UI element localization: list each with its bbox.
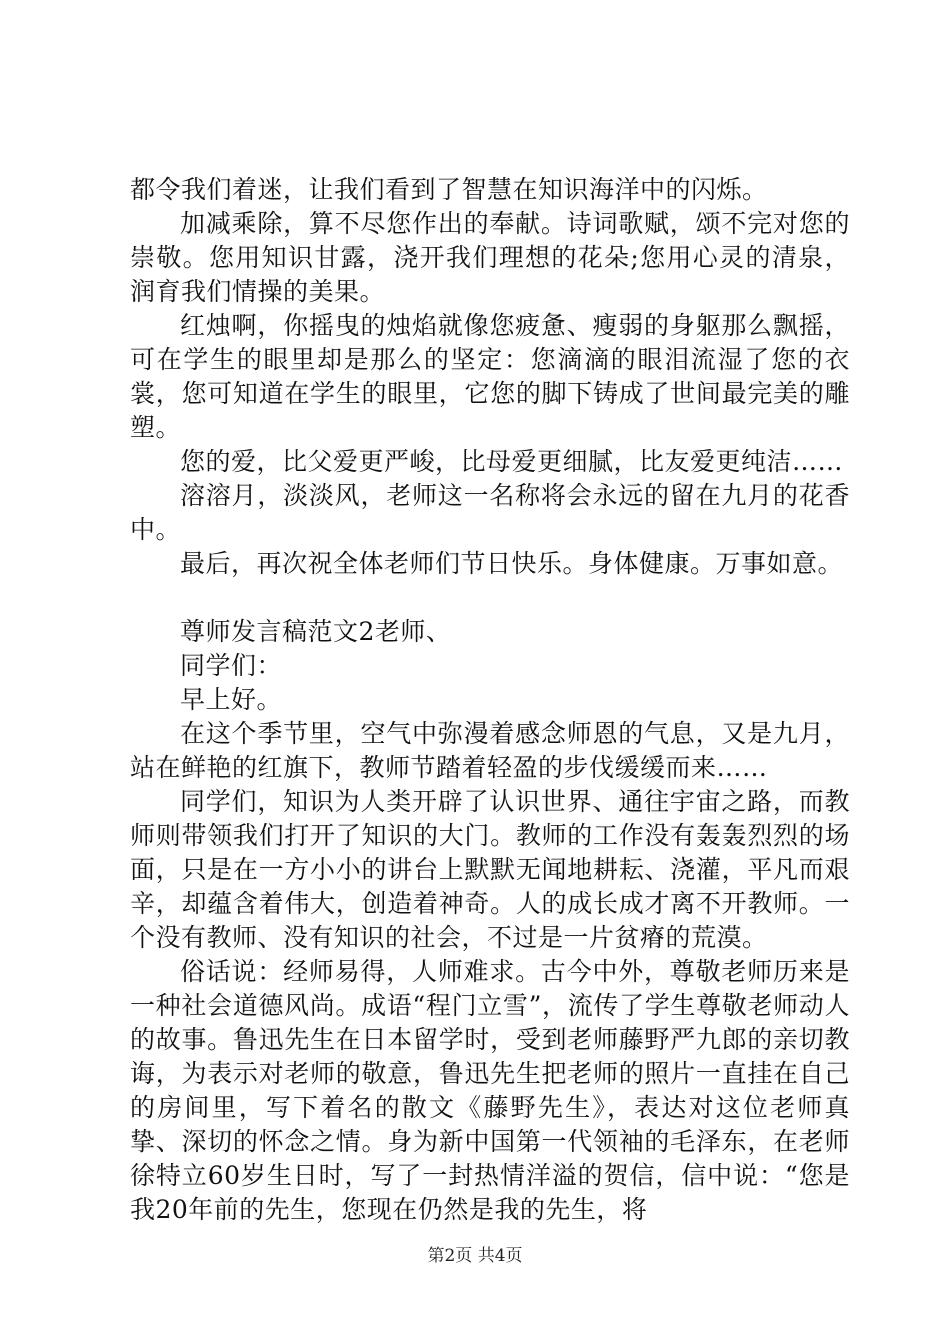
paragraph-closing-wishes: 最后，再次祝全体老师们节日快乐。身体健康。万事如意。 bbox=[180, 549, 844, 578]
paragraph-continuation: 都令我们着迷，让我们看到了智慧在知识海洋中的闪烁。 bbox=[130, 175, 768, 204]
paragraph-dedication: 加减乘除，算不尽您作出的奉献。诗词歌赋，颂不完对您的崇敬。您用知识甘露，浇开我们理想的花朵;您用心灵的清泉，润育我们情操的美果。 bbox=[130, 209, 850, 306]
paragraph-red-candle: 红烛啊，你摇曳的烛焰就像您疲惫、瘦弱的身躯那么飘摇，可在学生的眼里却是那么的坚定：您滴滴的眼泪流湿了您的衣裳，您可知道在学生的眼里，它您的脚下铸成了世间最完美的雕塑。 bbox=[130, 311, 850, 442]
document-body bbox=[130, 173, 850, 1227]
salutation: 同学们： bbox=[180, 651, 283, 680]
paragraph-season: 在这个季节里，空气中弥漫着感念师恩的气息，又是九月，站在鲜艳的红旗下，教师节踏着轻盈的步伐缓缓而来…… bbox=[130, 719, 850, 782]
paragraph-moon-wind: 溶溶月，淡淡风，老师这一名称将会永远的留在九月的花香中。 bbox=[130, 481, 850, 544]
paragraph-proverb: 俗话说：经师易得，人师难求。古今中外，尊敬老师历来是一种社会道德风尚。成语“程门立雪”，流传了学生尊敬老师动人的故事。鲁迅先生在日本留学时，受到老师藤野严九郎的亲切教诲，为表示对老师的敬意，鲁迅先生把老师的照片一直挂在自己的房间里，写下着名的散文《藤野先生》，表达对这位老师真挚、深切的怀念之情。身为新中国第一代领袖的毛泽东，在老师徐特立60岁生日时，写了一封热情洋溢的贺信，信中说：“您是我20年前的先生，您现在仍然是我的先生，将 bbox=[130, 957, 850, 1224]
section-gap bbox=[130, 581, 850, 615]
greeting: 早上好。 bbox=[180, 685, 283, 714]
paragraph-knowledge: 同学们，知识为人类开辟了认识世界、通往宇宙之路，而教师则带领我们打开了知识的大门。教师的工作没有轰轰烈烈的场面，只是在一方小小的讲台上默默无闻地耕耘、浇灌，平凡而艰辛，却蕴含着伟大，创造着神奇。人的成长成才离不开教师。一个没有教师、没有知识的社会，不过是一片贫瘠的荒漠。 bbox=[130, 787, 850, 952]
section-heading: 尊师发言稿范文2老师、 bbox=[180, 617, 452, 646]
page-number-footer: 第2页 共4页 bbox=[427, 1246, 523, 1266]
paragraph-love: 您的爱，比父爱更严峻，比母爱更细腻，比友爱更纯洁…… bbox=[180, 447, 844, 476]
